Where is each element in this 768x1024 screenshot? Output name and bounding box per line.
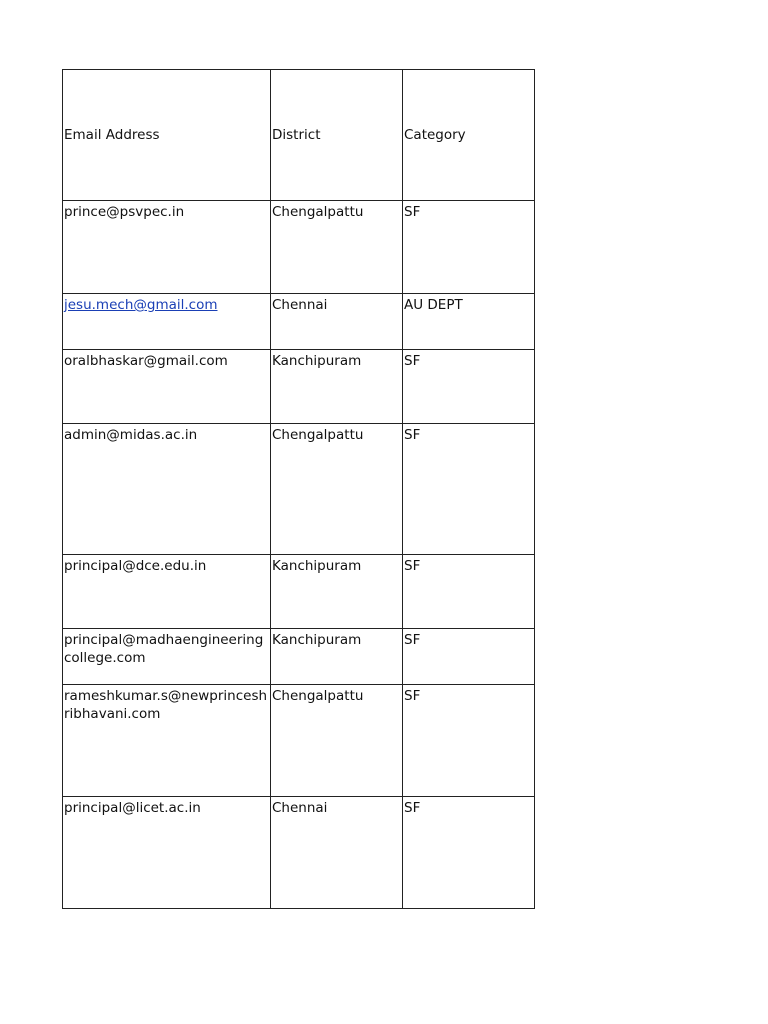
email-cell: principal@dce.edu.in	[63, 555, 271, 629]
category-cell: SF	[403, 797, 535, 909]
district-cell: Chengalpattu	[271, 424, 403, 555]
table-row	[63, 424, 535, 555]
table-row	[63, 797, 535, 909]
header-email-address: Email Address	[63, 70, 271, 201]
email-link[interactable]: jesu.mech@gmail.com	[64, 297, 218, 313]
district-cell: Chennai	[271, 797, 403, 909]
district-cell: Chengalpattu	[271, 201, 403, 294]
category-cell: SF	[403, 350, 535, 424]
district-cell: Chengalpattu	[271, 685, 403, 797]
table-row	[63, 350, 535, 424]
category-cell: SF	[403, 629, 535, 685]
email-cell: principal@licet.ac.in	[63, 797, 271, 909]
category-cell: SF	[403, 685, 535, 797]
table-row	[63, 555, 535, 629]
category-cell: SF	[403, 201, 535, 294]
category-cell: AU DEPT	[403, 294, 535, 350]
email-cell: prince@psvpec.in	[63, 201, 271, 294]
email-cell: rameshkumar.s@newprinceshribhavani.com	[63, 685, 271, 797]
district-cell: Kanchipuram	[271, 350, 403, 424]
header-category: Category	[403, 70, 535, 201]
category-cell: SF	[403, 424, 535, 555]
table-row	[63, 629, 535, 685]
header-district: District	[271, 70, 403, 201]
email-cell: principal@madhaengineeringcollege.com	[63, 629, 271, 685]
table-row	[63, 294, 535, 350]
district-cell: Kanchipuram	[271, 629, 403, 685]
table-row	[63, 685, 535, 797]
district-cell: Kanchipuram	[271, 555, 403, 629]
email-cell	[63, 294, 271, 350]
table-row	[63, 201, 535, 294]
email-cell: oralbhaskar@gmail.com	[63, 350, 271, 424]
table-header-row	[63, 70, 535, 201]
category-cell: SF	[403, 555, 535, 629]
email-cell: admin@midas.ac.in	[63, 424, 271, 555]
district-cell: Chennai	[271, 294, 403, 350]
college-contacts-table	[62, 69, 535, 909]
